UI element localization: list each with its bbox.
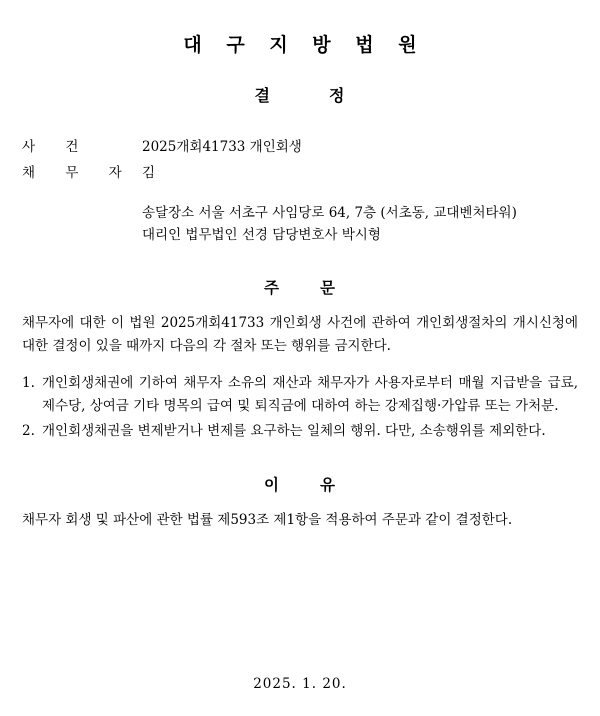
document-type-title	[22, 83, 578, 106]
meta-row-debtor	[22, 160, 578, 186]
document-type-title-right: 정	[329, 86, 346, 105]
meta-label-debtor: 채 무 자	[22, 165, 135, 181]
main-heading-right: 문	[320, 278, 336, 297]
court-title: 대 구 지 방 법 원	[183, 34, 426, 56]
list-item	[22, 420, 578, 443]
meta-label-case: 사 건	[22, 139, 92, 155]
service-address-block	[142, 202, 578, 246]
main-text-heading	[22, 276, 578, 298]
list-item-number: 1.	[22, 375, 35, 391]
decision-date: 2025. 1. 20.	[253, 676, 347, 692]
list-item-text: 개인회생채권에 기하여 채무자 소유의 재산과 채무자가 사용자로부터 매월 지급받을 급료, 제수당, 상여금 기타 명목의 급여 및 퇴직금에 대하여 하는 강제집행·가압류 또는 가처분.	[42, 375, 578, 414]
service-address-line: 송달장소 서울 서초구 사임당로 64, 7층 (서초동, 교대벤처타워)	[142, 205, 517, 221]
meta-value-debtor: 김	[142, 165, 156, 181]
document-type-title-left: 결	[254, 86, 271, 105]
list-item-text: 개인회생채권을 변제받거나 변제를 요구하는 일체의 행위. 다만, 소송행위를 제외한다.	[42, 423, 546, 439]
reason-heading	[22, 473, 578, 495]
main-paragraph: 채무자에 대한 이 법원 2025개회41733 개인회생 사건에 관하여 개인회생절차의 개시신청에 대한 결정이 있을 때까지 다음의 각 절차 또는 행위를 금지한다.	[22, 315, 578, 354]
list-item-number: 2.	[22, 423, 35, 439]
document-page	[0, 30, 600, 716]
reason-heading-right: 유	[320, 475, 336, 494]
reason-paragraph: 채무자 회생 및 파산에 관한 법률 제593조 제1항을 적용하여 주문과 같이 결정한다.	[22, 512, 513, 528]
meta-row-case	[22, 134, 578, 160]
case-meta	[22, 134, 578, 186]
prohibited-actions-list	[22, 372, 578, 443]
representative-line: 대리인 법무법인 선경 담당변호사 박시형	[142, 227, 381, 243]
main-heading-left: 주	[264, 278, 280, 297]
reason-heading-left: 이	[264, 475, 280, 494]
list-item	[22, 372, 578, 418]
meta-value-case: 2025개회41733 개인회생	[142, 139, 302, 155]
